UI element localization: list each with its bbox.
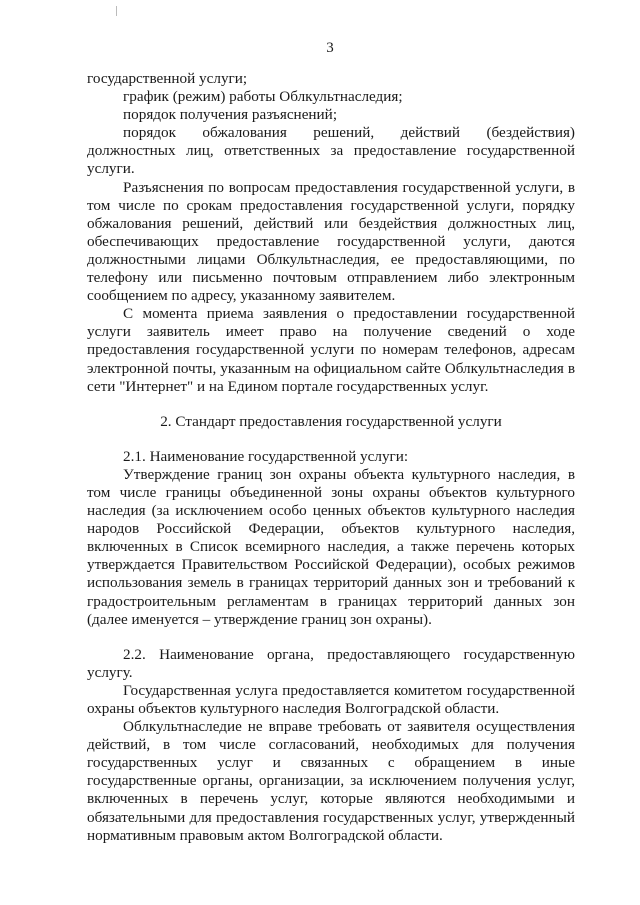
subsection-2-1-title: 2.1. Наименование государственной услуги:	[123, 447, 409, 465]
subsection-2-1-text: Утверждение границ зон охраны объекта культурного наследия, в том числе границы объединенной зоны охраны объектов культурного наследия (за исключением особо ценных объектов культурного наследия народов Российской Федерации, объектов культурного наследия, включенных в Список всемирного наследия, а также перечень которых утверждается Правительством Российской Федерации), особых режимов использования земель в границах территорий данных зон и требований к градостроительным регламентам в границах территорий данных зон (далее именуется – утверждение границ зон охраны).	[87, 465, 575, 628]
paragraph-continuation: государственной услуги;	[87, 70, 248, 87]
page-number: 3	[326, 40, 334, 56]
subsection-2-2-text-1: Государственная услуга предоставляется комитетом государственной охраны объектов культурного наследия Волгоградской области.	[87, 681, 575, 717]
list-item-schedule: график (режим) работы Облкультнаследия;	[123, 88, 403, 106]
section-heading: 2. Стандарт предоставления государственной услуги	[160, 412, 502, 430]
document-body	[87, 70, 575, 845]
list-item-appeal: порядок обжалования решений, действий (бездействия) должностных лиц, ответственных за предоставление государственной услуги.	[87, 124, 575, 178]
spacer	[87, 629, 575, 646]
subsection-2-2-title: 2.2. Наименование органа, предоставляющего государственную услугу.	[87, 645, 575, 681]
scan-mark	[116, 6, 117, 16]
list-item-clarifications: порядок получения разъяснений;	[123, 106, 338, 124]
paragraph-clarifications: Разъяснения по вопросам предоставления государственной услуги, в том числе по срокам предоставления государственной услуги, порядку обжалования решений, действий или бездействия должностных лиц, обеспечивающих предоставление государственной услуги, даются должностными лицами Облкультнаследия, ее предоставляющими, по телефону или письменно почтовым отправлением либо электронным сообщением по адресу, указанному заявителем.	[87, 178, 575, 305]
subsection-2-2-text-2: Облкультнаследие не вправе требовать от заявителя осуществления действий, в том числе согласований, необходимых для получения государственных услуг и связанных с обращением в иные государственные органы, организации, за исключением получения услуг, включенных в перечень услуг, которые являются необходимыми и обязательными для предоставления государственных услуг, утвержденный нормативным правовым актом Волгоградской области.	[87, 718, 575, 844]
paragraph-application-status: С момента приема заявления о предоставлении государственной услуги заявитель имеет право на получение сведений о ходе предоставления государственной услуги по номерам телефонов, адресам электронной почты, указанным на официальном сайте Облкультнаследия в сети "Интернет" и на Едином портале государственных услуг.	[87, 305, 575, 395]
